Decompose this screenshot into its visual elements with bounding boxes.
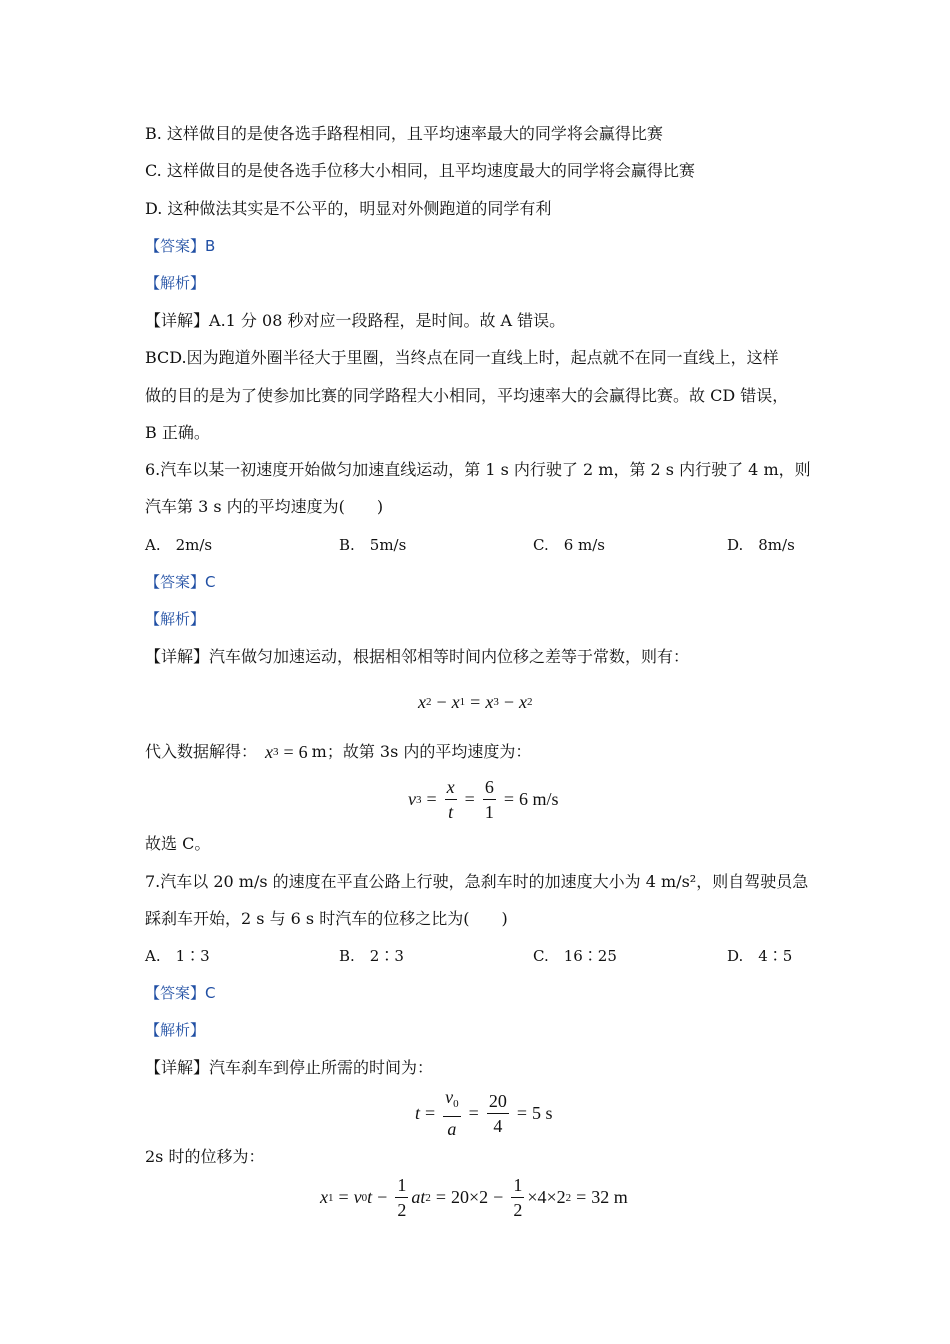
q7-stem-line1: 7.汽车以 20 m/s 的速度在平直公路上行驶，急刹车时的加速度大小为 4 m/s²，则自驾驶员急	[145, 872, 809, 891]
formula-displacement-difference: x 2 − x 1 = x 3 − x 2	[418, 691, 533, 712]
q6-substitute-line	[145, 742, 531, 762]
q5-answer-line	[145, 236, 215, 256]
q6-conclusion: 故选 C。	[145, 834, 211, 853]
answer-tag: 【答案】	[145, 573, 206, 591]
q6-stem-line1: 6.汽车以某一初速度开始做匀加速直线运动，第 1 s 内行驶了 2 m，第 2 s 内行驶了 4 m，则	[145, 460, 811, 479]
q5-option-d: D. 这种做法其实是不公平的，明显对外侧跑道的同学有利	[145, 199, 552, 218]
q7-option-a: A. 1∶3	[145, 947, 210, 965]
q5-option-c: C. 这样做目的是使各选手位移大小相同，且平均速度最大的同学将会赢得比赛	[145, 161, 695, 180]
formula-average-velocity: v 3 = $\frac{x}{t}$ = $\frac{6}{1}$ = 6 m/s	[408, 777, 559, 822]
q7-option-c: C. 16∶25	[533, 947, 617, 965]
formula-displacement-2s: x 1 = v 0 t − $\frac{1}{2}$ at 2 = 20×2 − $\frac{1}{2}$ ×4×2 2 = 32 m	[320, 1175, 628, 1220]
answer-tag: 【答案】	[145, 237, 206, 255]
q5-detail-line4: B 正确。	[145, 423, 210, 442]
detail-tag: 【详解】	[145, 647, 210, 666]
q6-answer-value: C	[205, 573, 216, 591]
q5-answer-value: B	[205, 237, 216, 255]
q6-detail-line	[145, 647, 689, 667]
q7-detail-text: 汽车刹车到停止所需的时间为：	[209, 1058, 434, 1077]
q5-detail-line1	[145, 311, 565, 331]
q7-stem-line2: 踩刹车开始，2 s 与 6 s 时汽车的位移之比为( )	[145, 909, 508, 928]
q6-option-d: D. 8m/s	[727, 536, 795, 554]
q5-detail-line3: 做的目的是为了使参加比赛的同学路程大小相同，平均速率大的会赢得比赛。故 CD 错误，	[145, 386, 789, 405]
detail-tag: 【详解】	[145, 311, 210, 330]
q6-answer-line	[145, 572, 216, 592]
q5-detail-text: A.1 分 08 秒对应一段路程，是时间。故 A 错误。	[209, 311, 566, 330]
q6-option-b: B. 5m/s	[339, 536, 407, 554]
q6-option-a: A. 2m/s	[145, 536, 213, 554]
q7-analysis-tag: 【解析】	[145, 1021, 206, 1039]
q5-detail-line2: BCD.因为跑道外圈半径大于里圈，当终点在同一直线上时，起点就不在同一直线上，这样	[145, 348, 779, 367]
q6-substitute-prefix: 代入数据解得：	[145, 742, 258, 761]
detail-tag: 【详解】	[145, 1058, 210, 1077]
q5-analysis-tag: 【解析】	[145, 274, 206, 292]
formula-x3-value: x 3 = 6	[265, 742, 308, 762]
q7-line-2s: 2s 时的位移为：	[145, 1147, 265, 1166]
q7-answer-line	[145, 983, 216, 1003]
answer-tag: 【答案】	[145, 984, 206, 1002]
q6-analysis-tag: 【解析】	[145, 610, 206, 628]
q7-detail-line	[145, 1058, 433, 1078]
q6-option-c: C. 6 m/s	[533, 536, 605, 554]
q7-option-b: B. 2∶3	[339, 947, 404, 965]
q6-detail-text: 汽车做匀加速运动，根据相邻相等时间内位移之差等于常数，则有：	[209, 647, 690, 666]
q6-stem-line2: 汽车第 3 s 内的平均速度为( )	[145, 497, 384, 516]
q7-option-d: D. 4∶5	[727, 947, 793, 965]
q5-option-b: B. 这样做目的是使各选手路程相同，且平均速率最大的同学将会赢得比赛	[145, 124, 663, 143]
formula-stop-time: t = $\frac{v_0}{a}$ = $\frac{20}{4}$ = 5 s	[415, 1087, 553, 1139]
q6-substitute-suffix: m；故第 3s 内的平均速度为：	[311, 742, 532, 761]
q7-answer-value: C	[205, 984, 216, 1002]
